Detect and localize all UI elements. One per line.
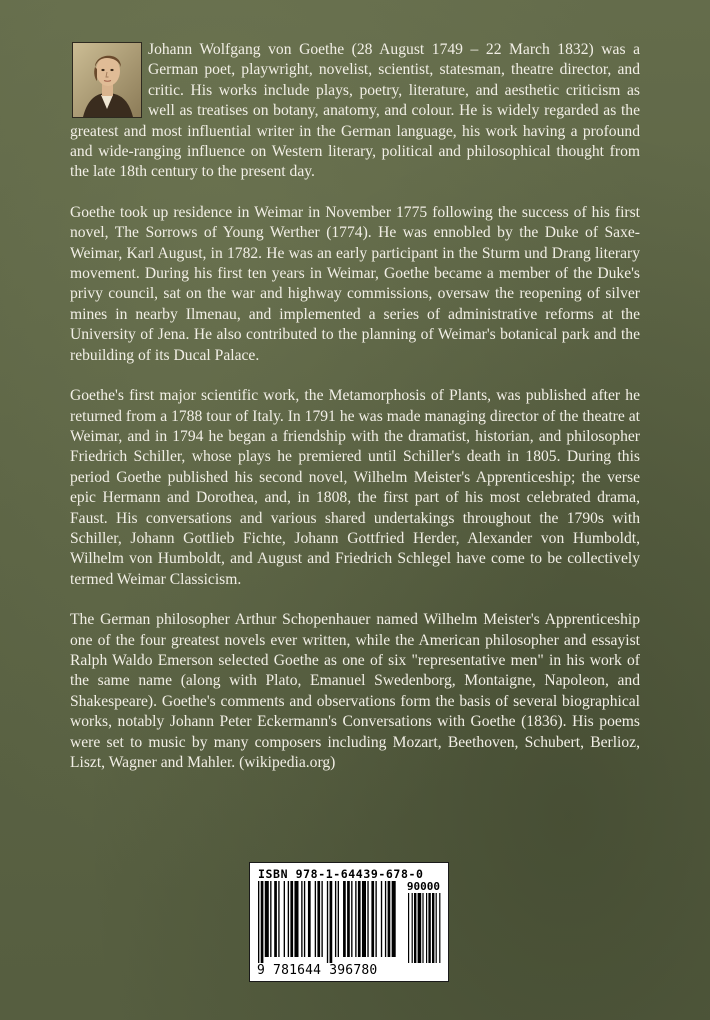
barcode-bar [347, 881, 350, 957]
barcode-bar [358, 881, 361, 957]
barcode-bar [343, 881, 346, 957]
barcode-bar [338, 881, 339, 957]
barcode-bar [288, 881, 289, 957]
barcode-bar [315, 881, 316, 957]
barcode-bar [301, 881, 302, 957]
barcode-bar [392, 881, 396, 957]
barcode-bar [317, 881, 320, 957]
synopsis-text [70, 40, 640, 793]
barcode-addon-bar [439, 893, 440, 963]
barcode-bars [258, 881, 442, 963]
barcode-bar [308, 881, 311, 957]
barcode-bar [284, 881, 285, 957]
barcode-bar [321, 881, 322, 957]
barcode-addon-bar [408, 893, 409, 963]
barcode-bar [265, 881, 269, 957]
barcode-addon-bar [428, 893, 430, 963]
barcode-bar [330, 881, 333, 963]
barcode-bar [381, 881, 382, 957]
barcode-bar [270, 881, 271, 957]
barcode-bar [294, 881, 298, 957]
barcode-bar [261, 881, 264, 963]
barcode-bar [355, 881, 356, 957]
barcode-bar [371, 881, 374, 957]
price-code: 90000 [406, 880, 440, 893]
barcode-bar [304, 881, 305, 957]
paragraph-weimar: Goethe took up residence in Weimar in November 1775 following the success of his first novel, The Sorrows of Young Werther (1774). He was ennobled by the Duke of Saxe-Weimar, Karl August, in 1782. He was an early participant in the Sturm und Drang literary movement. During his first ten years in Weimar, Goethe became a member of the Duke's privy council, sat on the war and highway commissions, oversaw the reopening of silver mines in nearby Ilmenau, and implemented a series of administrative reforms at the University of Jena. He also contributed to the planning of Weimar's botanical park and the rebuilding of its Ducal Palace. [70, 203, 640, 364]
paragraph-scientific-work: Goethe's first major scientific work, the Metamorphosis of Plants, was published after he returned from a 1788 tour of Italy. In 1791 he was made managing director of the theatre at Weimar, and in 1794 he began a friendship with the dramatist, historian, and philosopher Friedrich Schiller, whose plays he premiered until Schiller's death in 1805. During this period Goethe published his second novel, Wilhelm Meister's Apprenticeship; the verse epic Hermann and Dorothea, and, in 1808, the first part of his most celebrated drama, Faust. His conversations and various shared undertakings throughout the 1790s with Schiller, Johann Gottlieb Fichte, Johann Gottfried Herder, Alexander von Humboldt, Wilhelm von Humboldt, and August and Friedrich Schlegel have come to be collectively termed Weimar Classicism. [70, 387, 640, 588]
barcode-addon-bar [422, 893, 423, 963]
barcode-bar [367, 881, 368, 957]
barcode-bar [385, 881, 386, 957]
isbn-label: ISBN 978-1-64439-678-0 [258, 867, 424, 881]
paragraph-biography: Johann Wolfgang von Goethe (28 August 1749 – 22 March 1832) was a German poet, playwright, novelist, scientist, statesman, theatre director, and critic. His works include plays, poetry, literature, and aesthetic criticism as well as treatises on botany, anatomy, and colour. He is widely regarded as the greatest and most influential writer in the German language, his work having a profound and wide-ranging influence on Western literary, political and philosophical thought from the late 18th century to the present day. [70, 41, 640, 181]
barcode-addon-bar [432, 893, 434, 963]
barcode-addon-bar [412, 893, 413, 963]
paragraph-legacy: The German philosopher Arthur Schopenhauer named Wilhelm Meister's Apprenticeship one of the four greatest novels ever written, while the American philosopher and essayist Ralph Waldo Emerson selected Goethe as one of six "representative men" in his work of the same name (along with Plato, Emanuel Swedenborg, Montaigne, Napoleon, and Shakespeare). Goethe's comments and observations form the basis of several biographical works, notably Johann Peter Eckermann's Conversations with Goethe (1836). His poems were set to music by many composers including Mozart, Beethoven, Schubert, Berlioz, Liszt, Wagner and Mahler. (wikipedia.org) [70, 611, 640, 771]
barcode-addon-bar [414, 893, 416, 963]
barcode-bar [278, 881, 279, 957]
barcode-bar [274, 881, 277, 957]
ean-digits: 9 781644 396780 [257, 963, 378, 978]
barcode-bar [351, 881, 352, 957]
barcode-addon-bar [426, 893, 427, 963]
barcode-bar [335, 881, 336, 957]
barcode-bar [258, 881, 259, 963]
barcode-bar [327, 881, 328, 963]
barcode-bar [362, 881, 366, 957]
barcode-addon-bar [436, 893, 437, 963]
barcode-bar [388, 881, 391, 957]
isbn-barcode [249, 862, 449, 982]
barcode-addon-bar [418, 893, 422, 963]
barcode-bar [375, 881, 376, 957]
barcode-bar [290, 881, 293, 957]
